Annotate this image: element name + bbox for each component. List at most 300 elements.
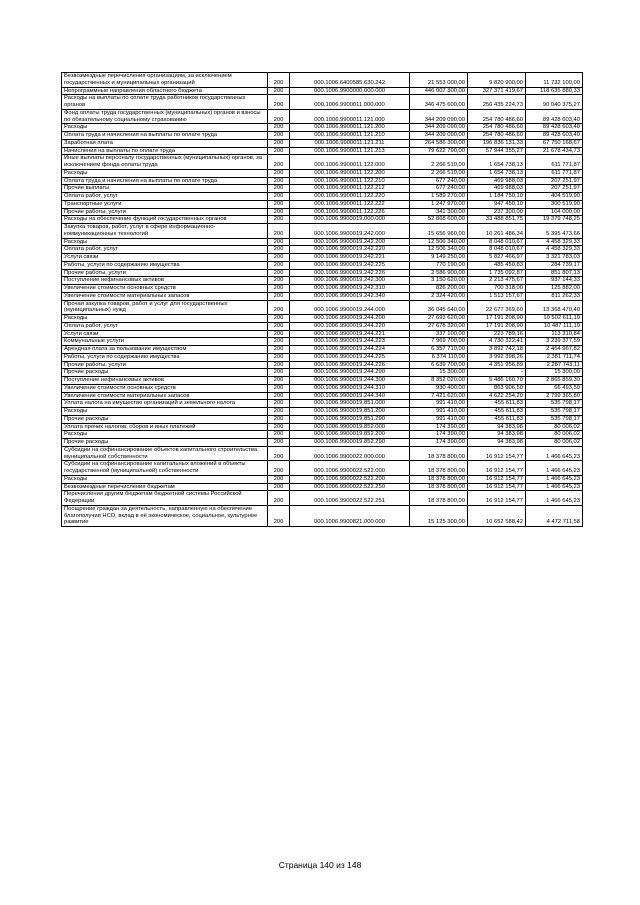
row-name: Непрограммные направления областного бюджета: [62, 87, 268, 95]
row-name: Фонд оплаты труда государственных (муниципальных) органов и взносы по обязательному социальному страхованию: [62, 109, 268, 124]
row-kbk: 000.1006.9900011.122.200: [290, 169, 410, 177]
table-row: [62, 132, 583, 140]
row-name: Прочие расходы: [62, 369, 268, 377]
row-code: 200: [268, 216, 290, 224]
row-remaining-amount: 284 739,17: [526, 261, 583, 269]
row-kbk: 000.1006.9900019.242.220: [290, 246, 410, 254]
row-kbk: 000.1006.9900019.242.310: [290, 285, 410, 293]
row-name: Увеличение стоимости основных средств: [62, 285, 268, 293]
row-code: 200: [268, 491, 290, 506]
row-kbk: 000.1006.9900019.851.000: [290, 400, 410, 408]
row-kbk: 000.1006.9900019.242.300: [290, 277, 410, 285]
row-approved-amount: 677 240,00: [410, 177, 468, 185]
row-approved-amount: 1 247 970,00: [410, 200, 468, 208]
table-row: [62, 193, 583, 201]
row-code: 200: [268, 124, 290, 132]
row-remaining-amount: 535 798,17: [526, 415, 583, 423]
row-kbk: 000.1006.9900019.242.226: [290, 269, 410, 277]
row-code: 200: [268, 369, 290, 377]
row-remaining-amount: 1 466 645,23: [526, 483, 583, 491]
row-code: 200: [268, 185, 290, 193]
row-code: 200: [268, 300, 290, 315]
row-remaining-amount: 4 472 711,58: [526, 505, 583, 526]
row-code: 200: [268, 353, 290, 361]
table-row: [62, 439, 583, 447]
table-row: [62, 505, 583, 526]
row-approved-amount: 12 506 340,00: [410, 238, 468, 246]
row-code: 200: [268, 95, 290, 110]
row-executed-amount: 94 383,98: [468, 439, 526, 447]
row-kbk: 000.1006.9900019.244.000: [290, 300, 410, 315]
table-row: [62, 254, 583, 262]
row-approved-amount: 21 553 000,00: [410, 73, 468, 88]
table-row: [62, 269, 583, 277]
row-approved-amount: 2 266 510,00: [410, 169, 468, 177]
row-code: 200: [268, 322, 290, 330]
row-executed-amount: 4 351 956,89: [468, 361, 526, 369]
row-remaining-amount: 611 771,87: [526, 169, 583, 177]
row-kbk: 000.1006.9900821.000.000: [290, 505, 410, 526]
row-remaining-amount: 1 466 645,23: [526, 446, 583, 461]
row-remaining-amount: 2 287 743,11: [526, 361, 583, 369]
row-name: Поощрение граждан за деятельность, направленную на обеспечение благополучия НСО, вклад в её экономическое, социальное, культурное развитие: [62, 505, 268, 526]
row-executed-amount: 455 611,83: [468, 415, 526, 423]
row-code: 200: [268, 384, 290, 392]
row-code: 200: [268, 109, 290, 124]
row-kbk: 000.1006.9900019.244.226: [290, 361, 410, 369]
row-executed-amount: 863 906,50: [468, 384, 526, 392]
row-code: 200: [268, 87, 290, 95]
row-approved-amount: 6 374 110,00: [410, 353, 468, 361]
table-row: [62, 377, 583, 385]
table-row: [62, 261, 583, 269]
row-name: Перечисления другим бюджетам бюджетной системы Российской Федерации: [62, 491, 268, 506]
table-row: [62, 400, 583, 408]
row-approved-amount: 8 352 020,00: [410, 377, 468, 385]
row-kbk: 000.1006.9900011.122.226: [290, 208, 410, 216]
row-executed-amount: 17 191 208,90: [468, 322, 526, 330]
row-executed-amount: 5 486 160,70: [468, 377, 526, 385]
row-code: 200: [268, 155, 290, 170]
row-approved-amount: 337 100,00: [410, 330, 468, 338]
row-remaining-amount: 21 678 434,73: [526, 147, 583, 155]
row-executed-amount: 455 611,83: [468, 400, 526, 408]
row-kbk: 000.1006.9900019.852.200: [290, 431, 410, 439]
row-code: 200: [268, 330, 290, 338]
row-approved-amount: 344 209 090,00: [410, 124, 468, 132]
row-approved-amount: 991 410,00: [410, 408, 468, 416]
table-row: [62, 124, 583, 132]
row-approved-amount: 2 586 900,00: [410, 269, 468, 277]
row-approved-amount: 15 656 960,00: [410, 224, 468, 239]
row-kbk: 000.1006.9900011.122.220: [290, 193, 410, 201]
table-row: [62, 216, 583, 224]
table-row: [62, 224, 583, 239]
row-kbk: 000.1006.9900019.242.221: [290, 254, 410, 262]
row-remaining-amount: 10 487 111,10: [526, 322, 583, 330]
row-remaining-amount: 2 865 859,30: [526, 377, 583, 385]
row-remaining-amount: 4 458 329,33: [526, 246, 583, 254]
row-name: Оплата работ, услуг: [62, 322, 268, 330]
row-kbk: 000.1006.9900011.122.210: [290, 177, 410, 185]
row-kbk: 000.1006.9900022.522.250: [290, 483, 410, 491]
row-executed-amount: 3 992 398,26: [468, 353, 526, 361]
row-name: Безвозмездные перечисления организациям, за исключением государственных и муниципальных организаций: [62, 73, 268, 88]
row-code: 200: [268, 392, 290, 400]
row-executed-amount: 223 789,16: [468, 330, 526, 338]
row-approved-amount: 770 190,00: [410, 261, 468, 269]
row-approved-amount: 826 200,00: [410, 285, 468, 293]
row-executed-amount: 8 048 010,67: [468, 246, 526, 254]
row-kbk: 000.1006.9900000.000.000: [290, 87, 410, 95]
row-approved-amount: 930 400,00: [410, 384, 468, 392]
row-executed-amount: 57 944 355,27: [468, 147, 526, 155]
row-remaining-amount: 89 428 603,40: [526, 124, 583, 132]
row-name: Расходы на обеспечение функций государственных органов: [62, 216, 268, 224]
row-name: Безвозмездные перечисления бюджетам: [62, 483, 268, 491]
row-remaining-amount: 13 368 470,40: [526, 300, 583, 315]
table-row: [62, 315, 583, 323]
row-name: Прочие работы, услуги: [62, 208, 268, 216]
row-code: 200: [268, 483, 290, 491]
row-kbk: 000.1006.9900019.242.200: [290, 238, 410, 246]
row-remaining-amount: 125 882,00: [526, 285, 583, 293]
table-row: [62, 200, 583, 208]
row-remaining-amount: 5 395 473,66: [526, 224, 583, 239]
row-remaining-amount: 207 251,97: [526, 185, 583, 193]
row-remaining-amount: 300 519,90: [526, 200, 583, 208]
row-approved-amount: 18 378 800,00: [410, 475, 468, 483]
row-kbk: 000.1006.9900019.244.220: [290, 322, 410, 330]
row-name: Начисления на выплаты по оплате труда: [62, 147, 268, 155]
row-kbk: 000.1006.9900011.122.222: [290, 200, 410, 208]
row-name: Расходы: [62, 408, 268, 416]
table-row: [62, 73, 583, 88]
row-executed-amount: -: [468, 369, 526, 377]
table-row: [62, 475, 583, 483]
row-kbk: 000.1006.9900019.242.225: [290, 261, 410, 269]
row-approved-amount: 7 969 700,00: [410, 338, 468, 346]
row-kbk: 000.1006.9900019.244.300: [290, 377, 410, 385]
table-row: [62, 446, 583, 461]
row-remaining-amount: 89 428 603,40: [526, 109, 583, 124]
row-executed-amount: 469 988,03: [468, 177, 526, 185]
row-executed-amount: 196 836 131,33: [468, 139, 526, 147]
row-code: 200: [268, 431, 290, 439]
row-code: 200: [268, 415, 290, 423]
row-code: 200: [268, 246, 290, 254]
row-executed-amount: 10 261 486,34: [468, 224, 526, 239]
row-executed-amount: 1 513 157,67: [468, 292, 526, 300]
row-kbk: 000.1006.9900019.242.000: [290, 224, 410, 239]
row-executed-amount: 2 213 475,67: [468, 277, 526, 285]
row-kbk: 000.1006.9900019.851.290: [290, 415, 410, 423]
row-approved-amount: 346 475 600,00: [410, 95, 468, 110]
row-executed-amount: 4 730 322,41: [468, 338, 526, 346]
row-remaining-amount: 811 262,33: [526, 292, 583, 300]
row-approved-amount: 1 589 270,00: [410, 193, 468, 201]
row-remaining-amount: 1 466 645,23: [526, 475, 583, 483]
row-executed-amount: 1 184 750,10: [468, 193, 526, 201]
row-approved-amount: 7 421 620,00: [410, 392, 468, 400]
row-executed-amount: 33 488 851,75: [468, 216, 526, 224]
row-kbk: 000.1006.9900019.242.340: [290, 292, 410, 300]
row-executed-amount: 4 622 254,20: [468, 392, 526, 400]
row-executed-amount: 16 912 154,77: [468, 483, 526, 491]
row-approved-amount: 27 693 620,00: [410, 315, 468, 323]
row-code: 200: [268, 254, 290, 262]
row-approved-amount: 6 357 710,00: [410, 346, 468, 354]
table-row: [62, 169, 583, 177]
row-executed-amount: 254 780 486,60: [468, 132, 526, 140]
table-row: [62, 392, 583, 400]
row-approved-amount: 18 378 800,00: [410, 483, 468, 491]
row-code: 200: [268, 505, 290, 526]
row-name: Прочая закупка товаров, работ и услуг для государственных (муниципальных) нужд: [62, 300, 268, 315]
row-approved-amount: 174 390,00: [410, 423, 468, 431]
row-code: 200: [268, 475, 290, 483]
row-code: 200: [268, 277, 290, 285]
row-kbk: 000.1006.9900011.121.200: [290, 124, 410, 132]
row-name: Расходы: [62, 315, 268, 323]
row-approved-amount: 36 045 640,00: [410, 300, 468, 315]
row-name: Увеличение стоимости материальных запасов: [62, 292, 268, 300]
row-remaining-amount: 2 464 967,82: [526, 346, 583, 354]
row-name: Прочие работы, услуги: [62, 269, 268, 277]
row-approved-amount: 6 639 700,00: [410, 361, 468, 369]
row-kbk: 000.1006.9900011.122.212: [290, 185, 410, 193]
row-approved-amount: 18 378 800,00: [410, 461, 468, 476]
row-remaining-amount: 113 310,84: [526, 330, 583, 338]
row-name: Поступление нефинансовых активов: [62, 377, 268, 385]
row-code: 200: [268, 208, 290, 216]
row-code: 200: [268, 400, 290, 408]
row-executed-amount: 254 780 486,60: [468, 109, 526, 124]
row-code: 200: [268, 361, 290, 369]
table-row: [62, 177, 583, 185]
row-executed-amount: 94 383,98: [468, 431, 526, 439]
row-name: Расходы: [62, 475, 268, 483]
row-executed-amount: 16 912 154,77: [468, 461, 526, 476]
row-executed-amount: 5 827 466,97: [468, 254, 526, 262]
row-code: 200: [268, 346, 290, 354]
table-row: [62, 95, 583, 110]
row-approved-amount: 79 622 790,00: [410, 147, 468, 155]
row-name: Расходы на выплаты по оплате труда работников государственных органов: [62, 95, 268, 110]
row-executed-amount: 1 735 092,87: [468, 269, 526, 277]
row-executed-amount: 16 912 154,77: [468, 446, 526, 461]
row-code: 200: [268, 224, 290, 239]
row-name: Прочие расходы: [62, 439, 268, 447]
row-remaining-amount: 66 493,50: [526, 384, 583, 392]
row-executed-amount: 17 191 208,90: [468, 315, 526, 323]
row-code: 200: [268, 446, 290, 461]
table-row: [62, 155, 583, 170]
table-row: [62, 285, 583, 293]
row-remaining-amount: 80 006,02: [526, 431, 583, 439]
row-name: Расходы: [62, 169, 268, 177]
row-approved-amount: 174 390,00: [410, 431, 468, 439]
row-name: Увеличение стоимости материальных запасов: [62, 392, 268, 400]
row-approved-amount: 15 125 300,00: [410, 505, 468, 526]
row-kbk: 000.1006.9900019.851.200: [290, 408, 410, 416]
row-code: 200: [268, 269, 290, 277]
row-approved-amount: 991 410,00: [410, 400, 468, 408]
table-row: [62, 87, 583, 95]
row-executed-amount: 94 383,98: [468, 423, 526, 431]
row-code: 200: [268, 461, 290, 476]
table-row: [62, 361, 583, 369]
table-row: [62, 369, 583, 377]
row-code: 200: [268, 423, 290, 431]
row-code: 200: [268, 177, 290, 185]
row-approved-amount: 264 586 300,00: [410, 139, 468, 147]
row-executed-amount: 16 912 154,77: [468, 491, 526, 506]
table-row: [62, 408, 583, 416]
row-kbk: 000.1006.9900019.244.225: [290, 353, 410, 361]
row-name: Коммунальные услуги: [62, 338, 268, 346]
row-kbk: 000.1006.6400585.630.242: [290, 73, 410, 88]
row-code: 200: [268, 147, 290, 155]
row-name: Арендная плата за пользование имуществом: [62, 346, 268, 354]
row-remaining-amount: 404 519,90: [526, 193, 583, 201]
row-remaining-amount: 937 144,33: [526, 277, 583, 285]
row-kbk: 000.1006.9900011.121.213: [290, 147, 410, 155]
row-kbk: 000.1006.9900019.244.340: [290, 392, 410, 400]
row-kbk: 000.1006.9900011.121.210: [290, 132, 410, 140]
row-remaining-amount: 611 771,87: [526, 155, 583, 170]
row-remaining-amount: 80 006,02: [526, 439, 583, 447]
row-remaining-amount: 1 466 645,23: [526, 461, 583, 476]
row-code: 200: [268, 439, 290, 447]
table-row: [62, 483, 583, 491]
row-code: 200: [268, 338, 290, 346]
row-executed-amount: 485 450,83: [468, 261, 526, 269]
row-kbk: 000.1006.9900019.244.290: [290, 369, 410, 377]
row-remaining-amount: 89 428 603,40: [526, 132, 583, 140]
row-code: 200: [268, 200, 290, 208]
row-name: Оплата труда и начисления на выплаты по оплате труда: [62, 177, 268, 185]
row-name: Прочие выплаты: [62, 185, 268, 193]
row-code: 200: [268, 315, 290, 323]
row-code: 200: [268, 377, 290, 385]
row-name: Уплата прочих налогов, сборов и иных платежей: [62, 423, 268, 431]
row-name: Работы, услуги по содержанию имущества: [62, 261, 268, 269]
row-executed-amount: 700 318,00: [468, 285, 526, 293]
row-kbk: 000.1006.9900011.122.000: [290, 155, 410, 170]
budget-report-body: [62, 73, 583, 527]
row-executed-amount: 22 677 369,60: [468, 300, 526, 315]
row-approved-amount: 15 300,00: [410, 369, 468, 377]
row-executed-amount: 455 611,83: [468, 408, 526, 416]
row-approved-amount: 2 266 510,00: [410, 155, 468, 170]
row-approved-amount: 18 378 800,00: [410, 491, 468, 506]
row-code: 200: [268, 139, 290, 147]
row-name: Оплата работ, услуг: [62, 246, 268, 254]
row-remaining-amount: 10 502 611,10: [526, 315, 583, 323]
row-name: Субсидии на софинансирование объектов капитального строительства муниципальной собственности: [62, 446, 268, 461]
row-kbk: 000.1006.9900019.000.000: [290, 216, 410, 224]
row-name: Транспортные услуги: [62, 200, 268, 208]
row-code: 200: [268, 408, 290, 416]
row-name: Расходы: [62, 124, 268, 132]
row-name: Прочие расходы: [62, 415, 268, 423]
table-row: [62, 461, 583, 476]
row-approved-amount: 344 209 090,00: [410, 132, 468, 140]
row-kbk: 000.1006.9900022.522.200: [290, 475, 410, 483]
row-name: Расходы: [62, 431, 268, 439]
row-approved-amount: 12 506 340,00: [410, 246, 468, 254]
row-approved-amount: 27 678 320,00: [410, 322, 468, 330]
row-approved-amount: 9 149 250,00: [410, 254, 468, 262]
row-name: Иные выплаты персоналу государственных (муниципальных) органов, за исключением фонда оплаты труда: [62, 155, 268, 170]
row-remaining-amount: 104 000,00: [526, 208, 583, 216]
row-approved-amount: 18 378 800,00: [410, 446, 468, 461]
table-row: [62, 384, 583, 392]
row-kbk: 000.1006.9900019.852.000: [290, 423, 410, 431]
row-executed-amount: 1 654 738,13: [468, 169, 526, 177]
table-row: [62, 238, 583, 246]
row-approved-amount: 3 150 620,00: [410, 277, 468, 285]
page-number: Страница 140 из 148: [278, 860, 362, 870]
row-approved-amount: 677 240,00: [410, 185, 468, 193]
table-row: [62, 415, 583, 423]
table-row: [62, 109, 583, 124]
row-name: Работы, услуги по содержанию имущества: [62, 353, 268, 361]
row-remaining-amount: 118 635 880,33: [526, 87, 583, 95]
row-remaining-amount: 2 799 365,80: [526, 392, 583, 400]
table-row: [62, 330, 583, 338]
row-kbk: 000.1006.9900022.000.000: [290, 446, 410, 461]
table-row: [62, 491, 583, 506]
table-row: [62, 185, 583, 193]
row-remaining-amount: 11 732 100,00: [526, 73, 583, 88]
row-name: Расходы: [62, 238, 268, 246]
table-row: [62, 353, 583, 361]
row-executed-amount: 3 892 742,18: [468, 346, 526, 354]
row-executed-amount: 9 820 900,00: [468, 73, 526, 88]
row-remaining-amount: 90 040 375,27: [526, 95, 583, 110]
row-kbk: 000.1006.9900022.522.000: [290, 461, 410, 476]
row-kbk: 000.1006.9900022.522.251: [290, 491, 410, 506]
row-remaining-amount: 3 239 377,59: [526, 338, 583, 346]
row-kbk: 000.1006.9900019.244.310: [290, 384, 410, 392]
row-executed-amount: 256 435 224,73: [468, 95, 526, 110]
row-remaining-amount: 851 807,13: [526, 269, 583, 277]
row-approved-amount: 2 324 420,00: [410, 292, 468, 300]
row-remaining-amount: 15 300,00: [526, 369, 583, 377]
table-row: [62, 338, 583, 346]
row-code: 200: [268, 193, 290, 201]
row-code: 200: [268, 261, 290, 269]
row-remaining-amount: 2 381 711,74: [526, 353, 583, 361]
table-row: [62, 300, 583, 315]
row-remaining-amount: 535 798,17: [526, 400, 583, 408]
row-code: 200: [268, 238, 290, 246]
row-kbk: 000.1006.9900019.244.224: [290, 346, 410, 354]
table-row: [62, 423, 583, 431]
row-remaining-amount: 19 379 748,25: [526, 216, 583, 224]
row-kbk: 000.1006.9900011.121.211: [290, 139, 410, 147]
row-name: Услуги связи: [62, 254, 268, 262]
row-remaining-amount: 207 251,97: [526, 177, 583, 185]
row-executed-amount: 16 912 154,77: [468, 475, 526, 483]
row-remaining-amount: 4 458 329,33: [526, 238, 583, 246]
table-row: [62, 292, 583, 300]
table-row: [62, 277, 583, 285]
row-kbk: 000.1006.9900019.244.200: [290, 315, 410, 323]
row-executed-amount: 8 048 010,67: [468, 238, 526, 246]
